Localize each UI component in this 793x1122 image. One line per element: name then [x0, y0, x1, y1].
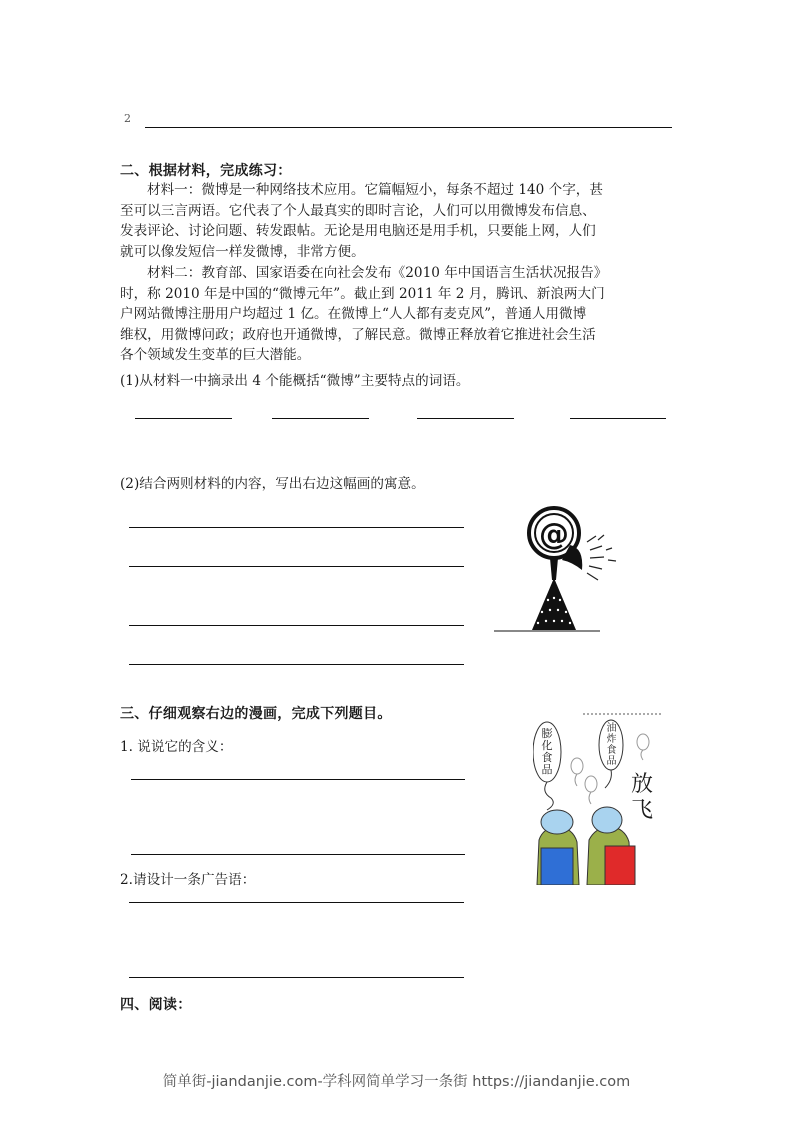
answer-line[interactable]	[129, 902, 464, 903]
header-rule	[145, 127, 672, 128]
material2	[120, 263, 676, 366]
material2-line: 维权，用微博问政；政府也开通微博，了解民意。微博正释放着它推进社会生活	[120, 326, 596, 343]
answer-line[interactable]	[129, 977, 464, 978]
question-3-1: 1. 说说它的含义：	[120, 739, 233, 755]
material1	[120, 180, 676, 262]
material2-line: 材料二：教育部、国家语委在向社会发布《2010 年中国语言生活状况报告》	[147, 265, 608, 281]
material1-line: 就可以像发短信一样发微博，非常方便。	[120, 243, 365, 260]
answer-line[interactable]	[129, 566, 464, 567]
balloon-label-left: 膨化食品	[541, 727, 553, 776]
answer-line[interactable]	[129, 664, 464, 665]
answer-line[interactable]	[129, 527, 464, 528]
section4-heading: 四、阅读：	[120, 997, 192, 1013]
section3-heading: 三、仔细观察右边的漫画，完成下列题目。	[120, 706, 392, 722]
at-megaphone-icon	[492, 500, 632, 635]
material1-line: 材料一：微博是一种网络技术应用。它篇幅短小，每条不超过 140 个字，甚	[147, 182, 603, 198]
material2-line: 户网站微博注册用户均超过 1 亿。在微博上“人人都有麦克风”，普通人用微博	[120, 306, 587, 322]
microblog-illustration	[492, 500, 632, 635]
balloon-label-right: 油炸食品	[606, 723, 617, 767]
answer-line[interactable]	[131, 854, 465, 855]
page-number: 2	[124, 112, 131, 125]
answer-line[interactable]	[131, 779, 465, 780]
material1-line: 至可以三言两语。它代表了个人最真实的即时言论，人们可以用微博发布信息、	[120, 202, 596, 219]
comic-caption: 放飞	[631, 772, 654, 823]
material2-line: 时，称 2010 年是中国的“微博元年”。截止到 2011 年 2 月，腾讯、新浪两大门	[120, 285, 605, 302]
question-3-2: 2.请设计一条广告语：	[120, 872, 256, 888]
answer-blank[interactable]	[570, 418, 666, 419]
section2-heading: 二、根据材料，完成练习：	[120, 163, 292, 179]
answer-blank[interactable]	[272, 418, 369, 419]
answer-blank[interactable]	[417, 418, 514, 419]
question-2-2: (2)结合两则材料的内容，写出右边这幅画的寓意。	[120, 476, 425, 492]
question-2-1: (1)从材料一中摘录出 4 个能概括“微博”主要特点的词语。	[120, 373, 470, 389]
comic-illustration	[533, 710, 663, 885]
footer-watermark: 简单街-jiandanjie.com-学科网简单学习一条街 https://jiandanjie.com	[162, 1074, 631, 1090]
answer-line[interactable]	[129, 625, 464, 626]
material1-line: 发表评论、讨论问题、转发跟帖。无论是用电脑还是用手机，只要能上网，人们	[120, 223, 596, 239]
svg-text:@: @	[539, 517, 569, 552]
material2-line: 各个领域发生变革的巨大潜能。	[120, 347, 311, 363]
answer-blank[interactable]	[135, 418, 232, 419]
